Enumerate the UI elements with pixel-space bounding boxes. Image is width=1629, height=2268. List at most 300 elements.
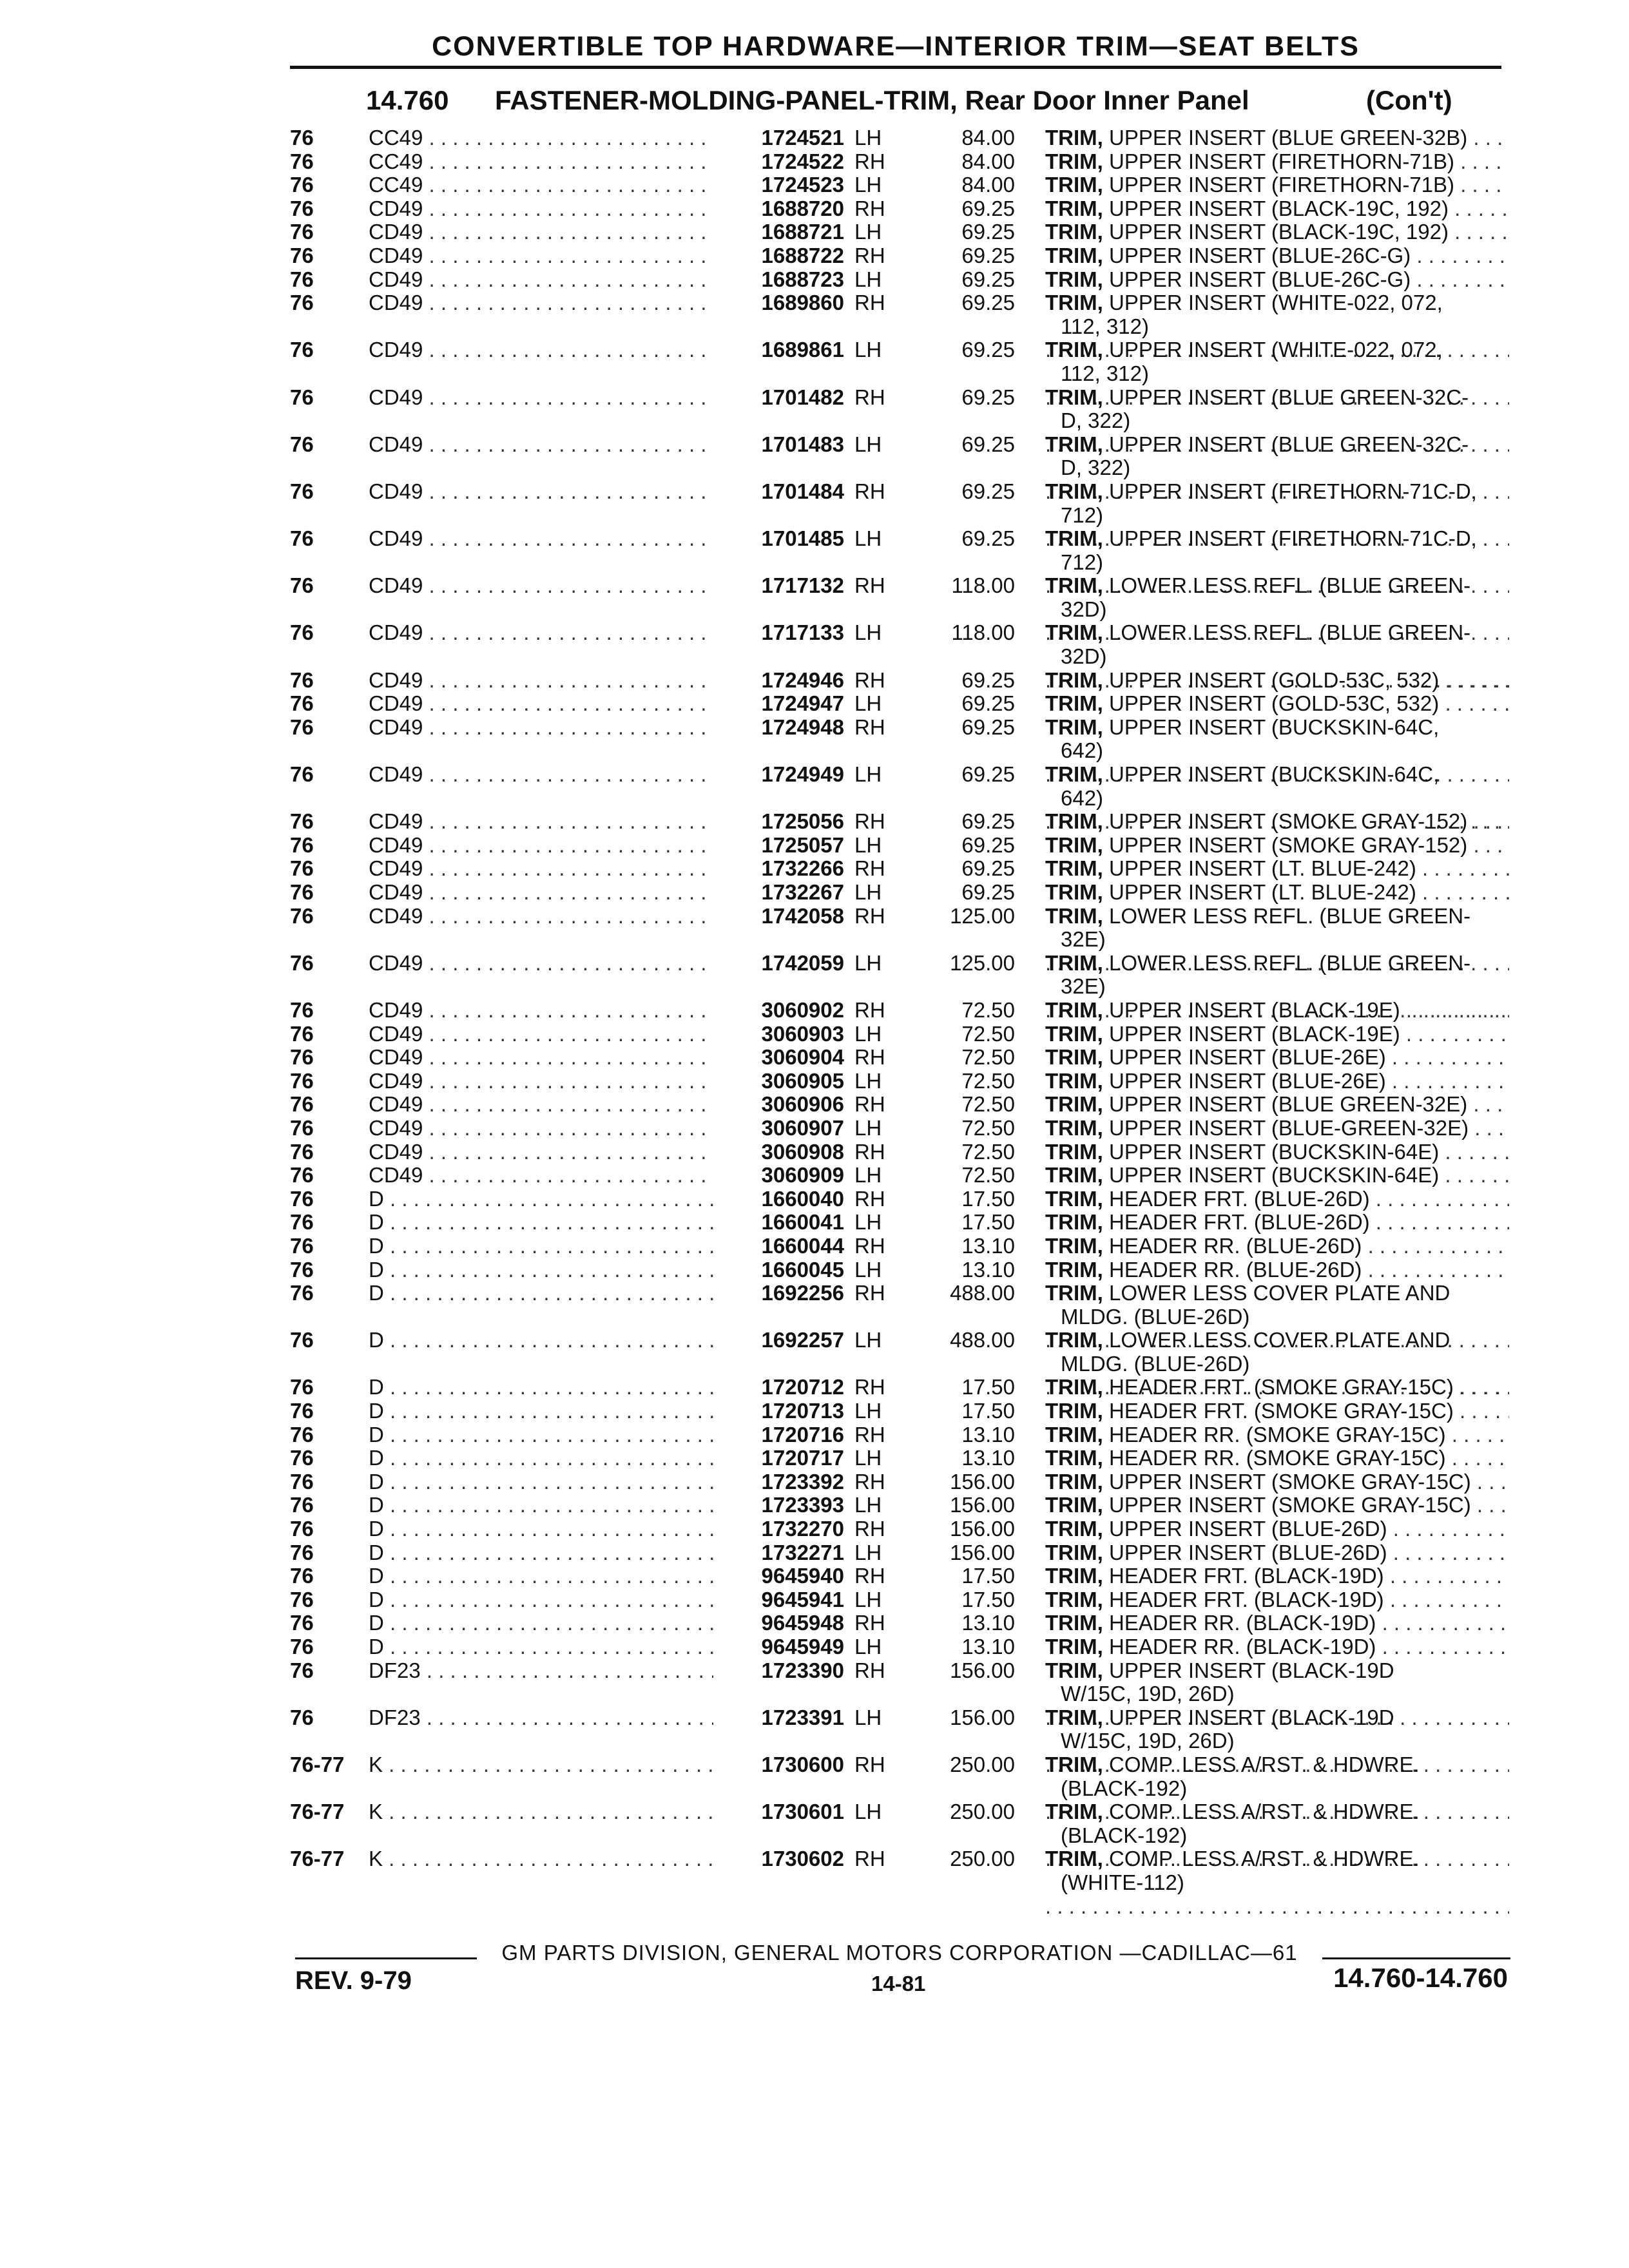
part-number-cell: 1720712 [761, 1375, 844, 1399]
price-cell: 17.50 [961, 1399, 1015, 1423]
part-number-cell: 1732266 [761, 856, 844, 881]
table-row [0, 1470, 1629, 1494]
description-line-1: UPPER INSERT (FIRETHORN-71C-D, [1109, 479, 1477, 503]
year-cell: 76 [290, 1257, 314, 1282]
table-row [0, 1517, 1629, 1541]
side-cell: LH [854, 1021, 882, 1046]
description-line-1: UPPER INSERT (SMOKE GRAY-15C) [1109, 1470, 1471, 1494]
year-cell: 76 [290, 715, 314, 739]
description-line-2: MLDG. (BLUE-26D) [1061, 1351, 1250, 1376]
model-cell: CD49 . . . [369, 197, 713, 221]
item-name: TRIM, [1045, 763, 1103, 787]
item-name: TRIM, [1045, 173, 1103, 197]
price-cell: 156.00 [950, 1658, 1015, 1682]
description-cell [1045, 669, 1509, 693]
description-line-1: UPPER INSERT (GOLD-53C, 532) [1109, 692, 1440, 716]
item-name: TRIM, [1045, 1446, 1103, 1470]
item-name: TRIM, [1045, 1753, 1103, 1776]
side-cell: LH [854, 1399, 882, 1423]
side-cell: RH [854, 479, 885, 503]
description-line-1: LOWER LESS REFL. (BLUE GREEN- [1109, 951, 1471, 975]
price-cell: 72.50 [961, 1139, 1015, 1164]
description-cell [1045, 1235, 1509, 1258]
item-name: TRIM, [1045, 385, 1103, 409]
side-cell: LH [854, 1493, 882, 1517]
item-name: TRIM, [1045, 1022, 1103, 1046]
year-cell: 76 [290, 1021, 314, 1046]
year-cell: 76 [290, 173, 314, 197]
year-cell: 76 [290, 1540, 314, 1564]
side-cell: LH [854, 880, 882, 904]
model-cell: CD49 . . . [369, 621, 713, 645]
table-row [0, 244, 1629, 268]
table-row [0, 952, 1629, 999]
description-line-1: UPPER INSERT (BUCKSKIN-64C, [1109, 763, 1440, 787]
description-line-2: W/15C, 19D, 26D) [1061, 1729, 1235, 1753]
description-line-1: UPPER INSERT (BLUE-26D) [1109, 1517, 1387, 1541]
description-line-2: 712) [1061, 550, 1104, 574]
part-number-cell: 1723392 [761, 1469, 844, 1494]
description-cell [1045, 1423, 1509, 1447]
price-cell: 488.00 [950, 1281, 1015, 1305]
model-cell: CD49 . . . [369, 857, 713, 881]
year-cell: 76 [290, 856, 314, 881]
year-cell: 76 [290, 1611, 314, 1635]
description-cell [1045, 268, 1509, 292]
side-cell: LH [854, 1210, 882, 1235]
table-row [0, 1541, 1629, 1565]
side-cell: LH [854, 1257, 882, 1282]
model-cell: CD49 . . . [369, 527, 713, 551]
description-line-1: UPPER INSERT (LT. BLUE-242) [1109, 857, 1416, 881]
description-cell [1045, 1376, 1509, 1399]
year-cell: 76 [290, 220, 314, 244]
table-row [0, 621, 1629, 668]
side-cell: LH [854, 620, 882, 645]
description-cell [1045, 1023, 1509, 1046]
part-number-cell: 1660040 [761, 1186, 844, 1211]
price-cell: 84.00 [961, 149, 1015, 173]
year-cell: 76 [290, 1115, 314, 1140]
description-line-1: UPPER INSERT (WHITE-022, 072, [1109, 338, 1443, 362]
side-cell: RH [854, 997, 885, 1022]
description-line-1: UPPER INSERT (BUCKSKIN-64C, [1109, 715, 1440, 739]
description-line-1: UPPER INSERT (BLUE-26C-G) [1109, 244, 1411, 267]
year-cell: 76 [290, 338, 314, 362]
side-cell: RH [854, 1233, 885, 1258]
description-line-2: (WHITE-112) [1061, 1870, 1184, 1894]
description-line-1: LOWER LESS REFL. (BLUE GREEN- [1109, 621, 1471, 645]
price-cell: 84.00 [961, 126, 1015, 149]
table-row [0, 574, 1629, 621]
part-number-cell: 1701483 [761, 432, 844, 456]
model-cell: CC49 . . . [369, 173, 713, 197]
price-cell: 69.25 [961, 479, 1015, 503]
table-row [0, 1093, 1629, 1117]
table-row [0, 1588, 1629, 1612]
part-number-cell: 1732270 [761, 1517, 844, 1541]
model-cell: CD49 . . . [369, 1023, 713, 1046]
year-cell: 76 [290, 950, 314, 975]
table-row [0, 810, 1629, 834]
description-line-1: UPPER INSERT (BUCKSKIN-64E) [1109, 1164, 1440, 1187]
year-cell: 76 [290, 880, 314, 904]
part-number-cell: 1688721 [761, 220, 844, 244]
description-cell [1045, 1258, 1509, 1282]
description-line-1: UPPER INSERT (BLACK-19E) [1109, 998, 1400, 1022]
model-cell: CD49 . . . [369, 220, 713, 244]
price-cell: 17.50 [961, 1186, 1015, 1211]
year-cell: 76 [290, 1375, 314, 1399]
part-number-cell: 1742059 [761, 950, 844, 975]
price-cell: 118.00 [951, 573, 1015, 598]
side-cell: LH [854, 526, 882, 551]
item-name: TRIM, [1045, 1470, 1103, 1494]
item-name: TRIM, [1045, 1069, 1103, 1093]
side-cell: LH [854, 1446, 882, 1470]
item-name: TRIM, [1045, 197, 1103, 220]
description-line-1: LOWER LESS REFL. (BLUE GREEN- [1109, 574, 1471, 598]
description-cell [1045, 1588, 1509, 1612]
part-number-cell: 1692257 [761, 1328, 844, 1352]
part-number-cell: 1688722 [761, 243, 844, 267]
model-cell: D . . . [369, 1470, 713, 1494]
description-line-1: UPPER INSERT (BLUE-26E) [1109, 1046, 1386, 1070]
description-cell [1045, 1187, 1509, 1211]
table-row [0, 1446, 1629, 1470]
item-name: TRIM, [1045, 244, 1103, 267]
description-line-1: COMP. LESS A/RST. & HDWRE. [1109, 1847, 1420, 1871]
part-number-cell: 1724522 [761, 149, 844, 173]
price-cell: 72.50 [961, 1163, 1015, 1187]
part-number-cell: 1724521 [761, 126, 844, 149]
part-number-cell: 1742058 [761, 903, 844, 928]
price-cell: 69.25 [961, 432, 1015, 456]
description-cell [1045, 1399, 1509, 1423]
description-cell [1045, 1635, 1509, 1659]
description-line-1: COMP. LESS A/RST. & HDWRE. [1109, 1753, 1420, 1776]
item-name: TRIM, [1045, 1706, 1103, 1729]
item-name: TRIM, [1045, 1329, 1103, 1352]
price-cell: 69.25 [961, 691, 1015, 716]
item-name: TRIM, [1045, 668, 1103, 692]
table-row [0, 150, 1629, 174]
part-number-cell: 1717133 [761, 620, 844, 645]
section-name: FASTENER-MOLDING-PANEL-TRIM, Rear Door Inner Panel [495, 85, 1249, 115]
side-cell: RH [854, 856, 885, 881]
description-line-2: 32D) [1061, 644, 1107, 669]
model-cell: CD49 . . . [369, 480, 713, 504]
year-cell: 76 [290, 1281, 314, 1305]
item-name: TRIM, [1045, 527, 1103, 551]
model-cell: D . . . [369, 1423, 713, 1447]
part-number-cell: 1701482 [761, 385, 844, 409]
side-cell: LH [854, 267, 882, 291]
item-name: TRIM, [1045, 1211, 1103, 1235]
table-row [0, 386, 1629, 433]
model-cell: D . . . [369, 1258, 713, 1282]
table-row [0, 1187, 1629, 1211]
table-row [0, 1258, 1629, 1282]
price-cell: 488.00 [950, 1328, 1015, 1352]
price-cell: 156.00 [950, 1540, 1015, 1564]
model-cell: CD49 . . . [369, 1117, 713, 1140]
table-row [0, 1659, 1629, 1706]
table-row [0, 433, 1629, 480]
table-row [0, 1423, 1629, 1447]
description-line-2: 32E) [1061, 927, 1106, 952]
description-cell [1045, 1164, 1509, 1187]
table-row [0, 1235, 1629, 1258]
model-cell: CD49 . . . [369, 386, 713, 410]
table-row [0, 857, 1629, 881]
table-row [0, 197, 1629, 221]
part-number-cell: 3060904 [761, 1045, 844, 1070]
item-name: TRIM, [1045, 1423, 1103, 1446]
footer-rule-left [295, 1957, 477, 1959]
item-name: TRIM, [1045, 126, 1103, 149]
side-cell: RH [854, 1045, 885, 1070]
part-number-cell: 1701485 [761, 526, 844, 551]
description-line-1: HEADER FRT. (SMOKE GRAY-15C) [1109, 1399, 1454, 1423]
description-cell [1045, 1541, 1509, 1565]
description-line-1: LOWER LESS REFL. (BLUE GREEN- [1109, 904, 1471, 928]
table-row [0, 1211, 1629, 1235]
description-line-2: 642) [1061, 738, 1104, 763]
description-cell [1045, 1564, 1509, 1588]
description-line-1: UPPER INSERT (FIRETHORN-71B) [1109, 173, 1455, 197]
page-title: CONVERTIBLE TOP HARDWARE—INTERIOR TRIM—SEAT BELTS [432, 31, 1360, 62]
model-cell: CD49 . . . [369, 952, 713, 975]
price-cell: 69.25 [961, 196, 1015, 220]
price-cell: 72.50 [961, 1045, 1015, 1070]
model-cell: CD49 . . . [369, 763, 713, 787]
table-row [0, 905, 1629, 952]
model-cell: CD49 . . . [369, 1164, 713, 1187]
side-cell: LH [854, 1635, 882, 1658]
model-cell: CD49 . . . [369, 268, 713, 292]
description-line-1: UPPER INSERT (GOLD-53C, 532) [1109, 668, 1440, 692]
part-number-cell: 3060908 [761, 1139, 844, 1164]
table-row [0, 692, 1629, 716]
year-cell: 76 [290, 1469, 314, 1494]
model-cell: K . . . [369, 1800, 713, 1824]
side-cell: RH [854, 1375, 885, 1399]
side-cell: LH [854, 126, 882, 149]
description-cell [1045, 244, 1509, 268]
description-line-1: UPPER INSERT (FIRETHORN-71B) [1109, 149, 1455, 173]
side-cell: RH [854, 385, 885, 409]
side-cell: LH [854, 1540, 882, 1564]
item-name: TRIM, [1045, 1611, 1103, 1635]
model-cell: CD49 . . . [369, 1046, 713, 1070]
description-line-1: HEADER FRT. (BLUE-26D) [1109, 1187, 1370, 1211]
description-line-1: UPPER INSERT (BLUE GREEN-32B) [1109, 126, 1468, 149]
part-number-cell: 1660045 [761, 1257, 844, 1282]
item-name: TRIM, [1045, 810, 1103, 834]
price-cell: 69.25 [961, 385, 1015, 409]
title-rule [290, 66, 1501, 69]
item-name: TRIM, [1045, 881, 1103, 904]
model-cell: CD49 . . . [369, 291, 713, 315]
price-cell: 17.50 [961, 1375, 1015, 1399]
description-line-1: UPPER INSERT (BLACK-19C, 192) [1109, 197, 1449, 220]
table-row [0, 1399, 1629, 1423]
description-line-2: 32E) [1061, 974, 1106, 999]
price-cell: 69.25 [961, 526, 1015, 551]
table-row [0, 291, 1629, 338]
year-cell: 76 [290, 1068, 314, 1093]
model-cell: K . . . [369, 1847, 713, 1871]
model-cell: CD49 . . . [369, 338, 713, 362]
description-line-1: HEADER RR. (BLACK-19D) [1109, 1635, 1376, 1658]
model-cell: D . . . [369, 1494, 713, 1517]
side-cell: RH [854, 1092, 885, 1117]
table-row [0, 999, 1629, 1023]
model-cell: CD49 . . . [369, 1070, 713, 1093]
year-cell: 76 [290, 903, 314, 928]
model-cell: D . . . [369, 1329, 713, 1352]
description-line-1: UPPER INSERT (BLUE-26E) [1109, 1069, 1386, 1093]
side-cell: RH [854, 1847, 885, 1871]
description-line-1: UPPER INSERT (SMOKE GRAY-152) [1109, 810, 1468, 834]
description-cell [1045, 173, 1509, 197]
item-name: TRIM, [1045, 220, 1103, 244]
item-name: TRIM, [1045, 574, 1103, 598]
item-name: TRIM, [1045, 715, 1103, 739]
model-cell: CD49 . . . [369, 574, 713, 598]
year-cell: 76 [290, 1635, 314, 1658]
price-cell: 250.00 [950, 1800, 1015, 1824]
year-cell: 76 [290, 1399, 314, 1423]
item-name: TRIM, [1045, 1541, 1103, 1564]
year-cell: 76 [290, 149, 314, 173]
item-name: TRIM, [1045, 338, 1103, 362]
item-name: TRIM, [1045, 1588, 1103, 1611]
price-cell: 17.50 [961, 1210, 1015, 1235]
price-cell: 13.10 [961, 1422, 1015, 1446]
footer-publisher: GM PARTS DIVISION, GENERAL MOTORS CORPORATION —CADILLAC—61 [501, 1941, 1298, 1965]
year-cell: 76 [290, 196, 314, 220]
description-cell [1045, 1517, 1509, 1541]
table-row [0, 1635, 1629, 1659]
side-cell: LH [854, 1115, 882, 1140]
description-line-1: UPPER INSERT (BUCKSKIN-64E) [1109, 1140, 1440, 1164]
table-row [0, 527, 1629, 574]
description-line-1: UPPER INSERT (BLACK-19E) [1109, 1022, 1400, 1046]
section-heading [366, 85, 1452, 116]
side-cell: LH [854, 1800, 882, 1824]
model-cell: CD49 . . . [369, 716, 713, 740]
side-cell: RH [854, 196, 885, 220]
table-row [0, 1376, 1629, 1399]
part-number-cell: 1725056 [761, 809, 844, 834]
item-name: TRIM, [1045, 1140, 1103, 1164]
price-cell: 72.50 [961, 997, 1015, 1022]
year-cell: 76 [290, 126, 314, 149]
part-number-cell: 1732267 [761, 880, 844, 904]
description-line-1: UPPER INSERT (BLUE GREEN-32E) [1109, 1093, 1468, 1117]
description-line-1: HEADER RR. (BLUE-26D) [1109, 1234, 1362, 1258]
description-cell [1045, 1211, 1509, 1235]
description-line-1: COMP. LESS A/RST. & HDWRE. [1109, 1800, 1420, 1824]
year-cell: 76 [290, 573, 314, 598]
year-cell: 76 [290, 1163, 314, 1187]
model-cell: CD49 . . . [369, 905, 713, 928]
part-number-cell: 1724949 [761, 762, 844, 787]
part-number-cell: 1723393 [761, 1493, 844, 1517]
part-number-cell: 1730601 [761, 1800, 844, 1824]
side-cell: RH [854, 1564, 885, 1588]
price-cell: 84.00 [961, 173, 1015, 197]
price-cell: 69.25 [961, 856, 1015, 881]
table-row [0, 716, 1629, 763]
item-name: TRIM, [1045, 1517, 1103, 1541]
price-cell: 17.50 [961, 1564, 1015, 1588]
year-cell: 76 [290, 1210, 314, 1235]
price-cell: 69.25 [961, 809, 1015, 834]
part-number-cell: 3060907 [761, 1115, 844, 1140]
side-cell: LH [854, 1587, 882, 1611]
model-cell: D . . . [369, 1282, 713, 1305]
item-name: TRIM, [1045, 1800, 1103, 1824]
year-cell: 76 [290, 1092, 314, 1117]
description-line-1: LOWER LESS COVER PLATE AND [1109, 1282, 1451, 1305]
part-number-cell: 1660041 [761, 1210, 844, 1235]
model-cell: D . . . [369, 1211, 713, 1235]
year-cell: 76 [290, 1233, 314, 1258]
side-cell: RH [854, 1611, 885, 1635]
description-line-2: (BLACK-192) [1061, 1823, 1188, 1847]
year-cell: 76 [290, 809, 314, 834]
side-cell: LH [854, 432, 882, 456]
price-cell: 69.25 [961, 291, 1015, 315]
price-cell: 69.25 [961, 220, 1015, 244]
price-cell: 125.00 [950, 903, 1015, 928]
part-number-cell: 9645949 [761, 1635, 844, 1658]
table-row [0, 480, 1629, 527]
part-number-cell: 1692256 [761, 1281, 844, 1305]
table-row [0, 1046, 1629, 1070]
item-name: TRIM, [1045, 1282, 1103, 1305]
part-number-cell: 1723391 [761, 1705, 844, 1729]
table-row [0, 1117, 1629, 1140]
description-cell [1045, 1046, 1509, 1070]
price-cell: 69.25 [961, 762, 1015, 787]
description-cell [1045, 220, 1509, 244]
item-name: TRIM, [1045, 432, 1103, 456]
model-cell: CD49 . . . [369, 1140, 713, 1164]
item-name: TRIM, [1045, 1046, 1103, 1070]
table-row [0, 1706, 1629, 1753]
price-cell: 13.10 [961, 1257, 1015, 1282]
description-line-1: HEADER RR. (SMOKE GRAY-15C) [1109, 1423, 1446, 1446]
part-number-cell: 1689861 [761, 338, 844, 362]
item-name: TRIM, [1045, 857, 1103, 881]
side-cell: LH [854, 220, 882, 244]
description-line-1: HEADER FRT. (BLUE-26D) [1109, 1211, 1370, 1235]
item-name: TRIM, [1045, 951, 1103, 975]
price-cell: 13.10 [961, 1446, 1015, 1470]
year-cell: 76 [290, 1658, 314, 1682]
price-cell: 69.25 [961, 880, 1015, 904]
description-line-1: HEADER FRT. (BLACK-19D) [1109, 1588, 1384, 1611]
part-number-cell: 1730602 [761, 1847, 844, 1871]
year-cell: 76-77 [290, 1847, 345, 1871]
description-line-2: 642) [1061, 785, 1104, 810]
description-cell [1045, 1494, 1509, 1517]
price-cell: 156.00 [950, 1493, 1015, 1517]
